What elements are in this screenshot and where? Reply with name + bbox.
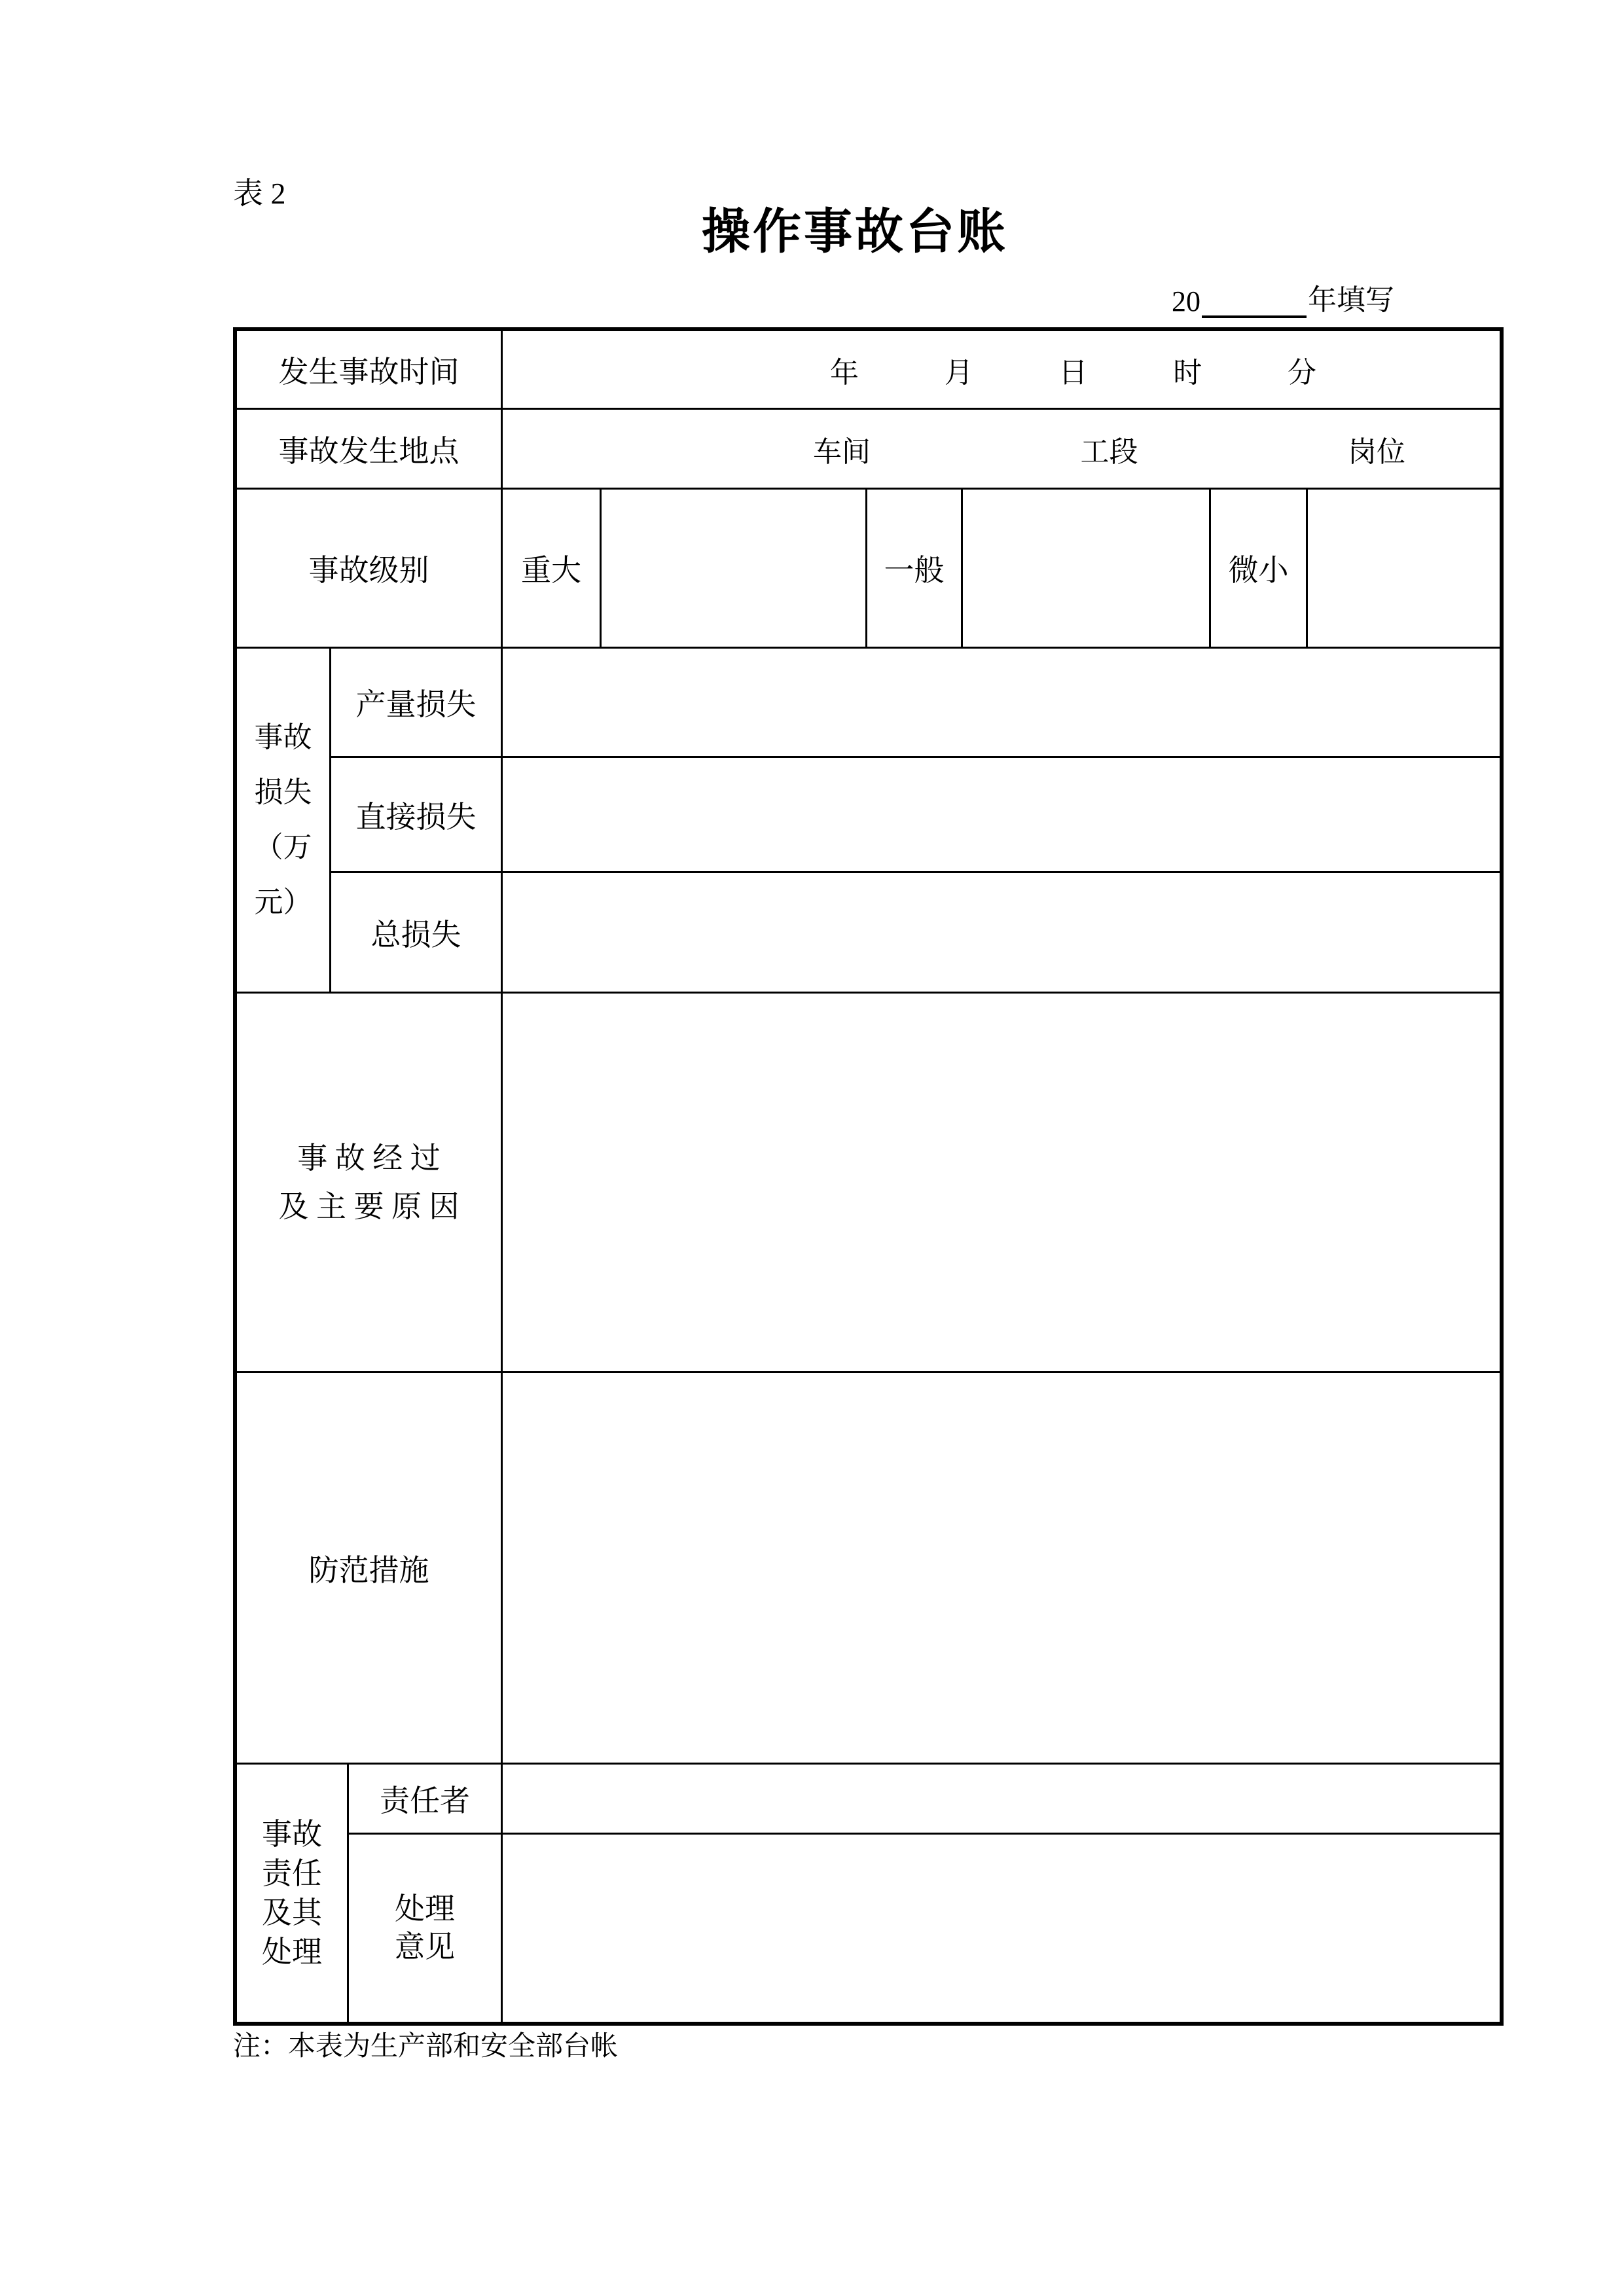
unit-month: 月 <box>944 356 973 389</box>
accident-place-fill-area <box>503 410 1500 488</box>
accident-loss-label-line: 元） <box>254 886 312 918</box>
row-total-loss <box>331 873 1500 992</box>
row-accident-course <box>237 994 1500 1373</box>
row-output-loss <box>331 649 1500 758</box>
prevention-measures-fill-area <box>503 1373 1500 1763</box>
responsible-person-label: 责任者 <box>349 1765 503 1833</box>
accident-level-label: 事故级别 <box>237 490 503 647</box>
handling-opinion-label <box>349 1835 503 2022</box>
accident-course-fill-area <box>503 994 1500 1371</box>
responsible-person-fill-area <box>503 1765 1500 1833</box>
responsibility-label-line: 处理 <box>262 1935 322 1969</box>
row-accident-level <box>237 490 1500 649</box>
fill-year-suffix: 年填写 <box>1308 284 1394 316</box>
unit-hour: 时 <box>1173 356 1202 389</box>
row-handling-opinion <box>349 1835 1500 2022</box>
row-responsible-person <box>349 1765 1500 1835</box>
accident-loss-label-line: （万 <box>254 831 312 863</box>
accident-ledger-table <box>233 327 1504 2026</box>
level-major-fill-area <box>602 490 867 647</box>
direct-loss-label: 直接损失 <box>331 758 503 871</box>
accident-place-label: 事故发生地点 <box>237 410 503 488</box>
accident-time-label: 发生事故时间 <box>237 331 503 408</box>
accident-loss-rows <box>331 649 1500 992</box>
responsibility-label-line: 责任 <box>262 1856 322 1890</box>
level-option-major: 重大 <box>503 490 602 647</box>
direct-loss-fill-area <box>503 758 1500 871</box>
responsibility-label-line: 事故 <box>262 1817 322 1851</box>
fill-year-line <box>1172 281 1394 318</box>
row-direct-loss <box>331 758 1500 873</box>
total-loss-fill-area <box>503 873 1500 992</box>
unit-workshop: 车间 <box>813 435 871 468</box>
page-title: 操作事故台账 <box>702 206 1008 259</box>
section-responsibility <box>237 1765 1500 2022</box>
handling-opinion-fill-area <box>503 1835 1500 2022</box>
accident-course-label-line: 事 故 经 过 <box>297 1141 441 1175</box>
output-loss-fill-area <box>503 649 1500 756</box>
responsibility-label <box>237 1765 349 2022</box>
fill-year-prefix: 20 <box>1172 285 1200 317</box>
prevention-measures-label: 防范措施 <box>237 1373 503 1763</box>
handling-opinion-label-line: 意见 <box>395 1930 455 1964</box>
row-accident-place <box>237 410 1500 490</box>
fill-year-blank-underline <box>1202 314 1307 318</box>
row-prevention-measures <box>237 1373 1500 1765</box>
unit-minute: 分 <box>1288 356 1316 389</box>
total-loss-label: 总损失 <box>331 873 503 992</box>
row-accident-time <box>237 331 1500 410</box>
responsibility-label-line: 及其 <box>262 1895 322 1929</box>
unit-year: 年 <box>830 356 859 389</box>
handling-opinion-label-line: 处理 <box>395 1892 455 1926</box>
unit-section: 工段 <box>1080 435 1138 468</box>
level-option-minor: 微小 <box>1211 490 1308 647</box>
accident-course-label <box>237 994 503 1371</box>
level-minor-fill-area <box>1308 490 1500 647</box>
accident-time-fill-area <box>503 331 1500 408</box>
level-option-general: 一般 <box>867 490 963 647</box>
unit-post: 岗位 <box>1348 435 1405 468</box>
accident-loss-label-line: 损失 <box>254 776 312 808</box>
unit-day: 日 <box>1058 356 1088 389</box>
section-accident-loss <box>237 649 1500 994</box>
output-loss-label: 产量损失 <box>331 649 503 756</box>
accident-loss-label-line: 事故 <box>254 721 312 753</box>
footnote: 注：本表为生产部和安全部台帐 <box>233 2032 619 2062</box>
accident-course-label-line: 及 主 要 原 因 <box>278 1189 460 1223</box>
accident-loss-label <box>237 649 331 992</box>
responsibility-rows <box>349 1765 1500 2022</box>
table-tag: 表 2 <box>233 177 286 210</box>
level-general-fill-area <box>963 490 1211 647</box>
